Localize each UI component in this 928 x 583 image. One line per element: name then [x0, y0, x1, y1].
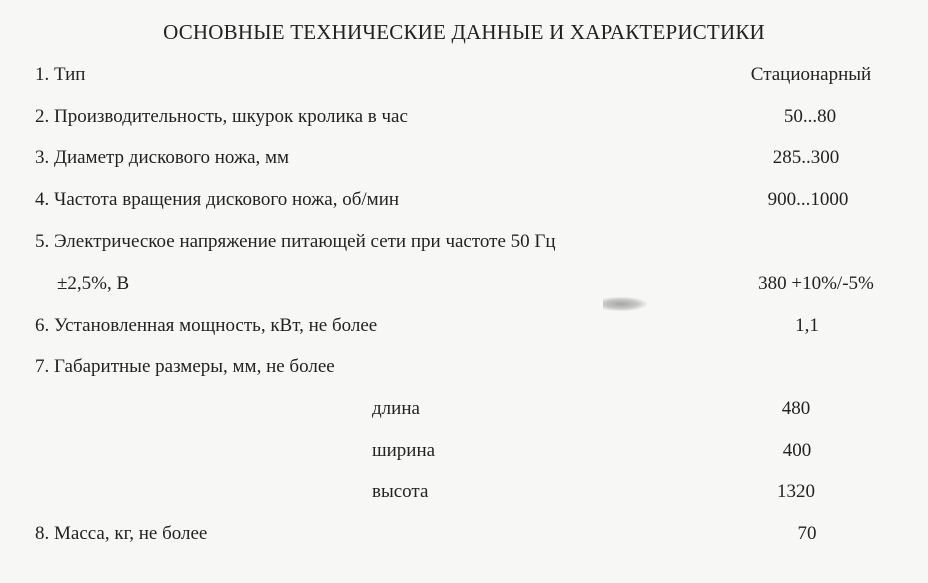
- spec-label: ±2,5%, В: [57, 273, 130, 294]
- spec-label: 1. Тип: [35, 64, 86, 85]
- spec-label: 8. Масса, кг, не более: [35, 523, 208, 544]
- spec-label: 4. Частота вращения дискового ножа, об/мин: [35, 189, 400, 210]
- spec-value: 900...1000: [767, 189, 849, 210]
- spec-label: 2. Производительность, шкурок кролика в час: [35, 106, 408, 127]
- spec-label: 7. Габаритные размеры, мм, не более: [35, 356, 335, 377]
- spec-sublabel: длина: [372, 398, 420, 419]
- spec-sublabel: ширина: [372, 440, 436, 461]
- spec-value: 285..300: [772, 147, 840, 168]
- spec-value: 1320: [777, 481, 815, 502]
- spec-value: 70: [797, 523, 817, 544]
- spec-value: Стационарный: [750, 64, 872, 85]
- spec-value: 1,1: [795, 315, 819, 336]
- spec-value: 50...80: [783, 106, 837, 127]
- spec-label: 5. Электрическое напряжение питающей сети при частоте 50 Гц: [35, 231, 556, 252]
- spec-value: 400: [782, 440, 812, 461]
- scan-smudge: [603, 297, 647, 311]
- spec-value: 480: [781, 398, 811, 419]
- spec-value: 380 +10%/-5%: [758, 273, 874, 294]
- document-title: ОСНОВНЫЕ ТЕХНИЧЕСКИЕ ДАННЫЕ И ХАРАКТЕРИСТИКИ: [163, 20, 765, 44]
- spec-label: 3. Диаметр дискового ножа, мм: [35, 147, 290, 168]
- spec-sublabel: высота: [372, 481, 429, 502]
- spec-label: 6. Установленная мощность, кВт, не более: [35, 315, 378, 336]
